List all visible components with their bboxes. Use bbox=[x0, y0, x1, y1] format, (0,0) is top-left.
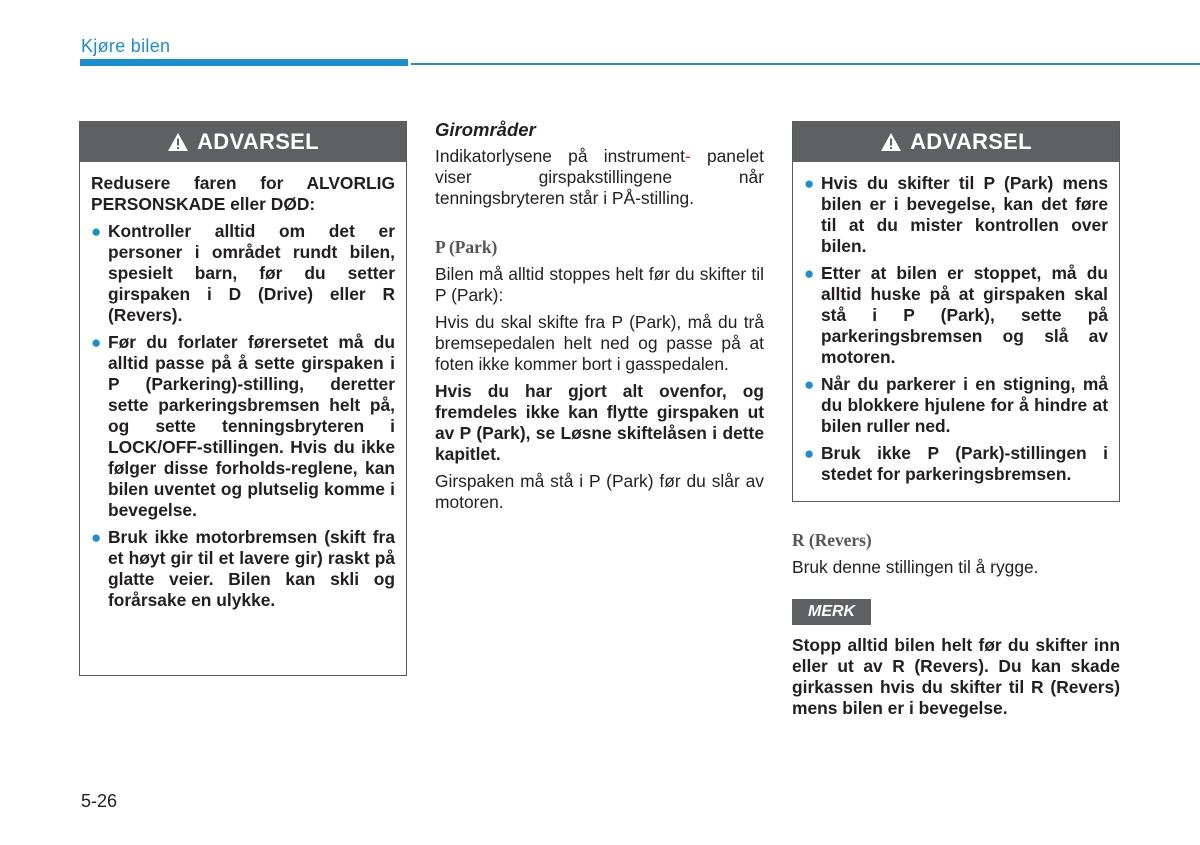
bullet-icon: ● bbox=[91, 528, 102, 547]
bullet-icon: ● bbox=[804, 174, 815, 193]
bullet-icon: ● bbox=[91, 222, 102, 241]
right-column-extra bbox=[792, 530, 1120, 719]
list-item: ● Etter at bilen er stoppet, må du alltid huske på at girspaken skal stå i P (Park), sette på parkeringsbremsen og slå av motoren. bbox=[804, 263, 1108, 367]
warning-list bbox=[91, 221, 395, 611]
bullet-icon: ● bbox=[804, 375, 815, 394]
bullet-icon: ● bbox=[804, 444, 815, 463]
list-item: ● Kontroller alltid om det er personer i området rundt bilen, spesielt barn, før du setter girspaken i D (Drive) eller R (Revers). bbox=[91, 221, 395, 325]
middle-column bbox=[435, 119, 764, 513]
list-item: ● Bruk ikke P (Park)-stillingen i stedet for parkeringsbremsen. bbox=[804, 443, 1108, 484]
list-item: ● Når du parkerer i en stigning, må du blokkere hjulene for å hindre at bilen ruller ned. bbox=[804, 374, 1108, 436]
warning-intro: Redusere faren for ALVORLIG PERSONSKADE eller DØD: bbox=[91, 173, 395, 214]
park-paragraph-4: Girspaken må stå i P (Park) før du slår av motoren. bbox=[435, 471, 764, 512]
warning-title: ADVARSEL bbox=[197, 129, 319, 154]
intro-paragraph: Indikatorlysene på instrument- panelet viser girspakstillingene når tenningsbryteren står i PÅ-stilling. bbox=[435, 146, 764, 208]
park-paragraph-3: Hvis du har gjort alt ovenfor, og fremdeles ikke kan flytte girspaken ut av P (Park), se Løsne skiftelåsen i dette kapitlet. bbox=[435, 381, 764, 464]
page-number: 5-26 bbox=[81, 791, 118, 811]
reverse-heading: R (Revers) bbox=[792, 530, 872, 550]
section-heading: Girområder bbox=[435, 119, 536, 140]
park-paragraph-2: Hvis du skal skifte fra P (Park), må du trå bremsepedalen helt ned og passe på at foten ikke kommer bort i gasspedalen. bbox=[435, 312, 764, 374]
bullet-icon: ● bbox=[91, 333, 102, 352]
list-item: ● Hvis du skifter til P (Park) mens bilen er i bevegelse, kan det føre til at du mister kontrollen over bilen. bbox=[804, 173, 1108, 256]
list-item: ● Bruk ikke motorbremsen (skift fra et høyt gir til et lavere gir) raskt på glatte veier. Bilen kan skli og forårsake en ulykke. bbox=[91, 527, 395, 610]
warning-list bbox=[804, 173, 1108, 485]
warning-title: ADVARSEL bbox=[910, 129, 1032, 154]
note-badge: MERK bbox=[792, 599, 871, 625]
warning-triangle-icon bbox=[167, 132, 189, 152]
park-paragraph-1: Bilen må alltid stoppes helt før du skifter til P (Park): bbox=[435, 264, 764, 305]
warning-header bbox=[80, 122, 406, 162]
warning-header bbox=[793, 122, 1119, 162]
park-heading: P (Park) bbox=[435, 237, 498, 257]
warning-box-left bbox=[79, 121, 407, 676]
warning-triangle-icon bbox=[880, 132, 902, 152]
warning-box-right bbox=[792, 121, 1120, 502]
header-rule-thick bbox=[80, 59, 408, 66]
reverse-paragraph: Bruk denne stillingen til å rygge. bbox=[792, 557, 1039, 577]
note-text: Stopp alltid bilen helt før du skifter inn eller ut av R (Revers). Du kan skade girkassen hvis du skifter til R (Revers) mens bilen er i bevegelse. bbox=[792, 635, 1120, 718]
list-item: ● Før du forlater førersetet må du alltid passe på å sette girspaken i P (Parkering)-stilling, deretter sette parkeringsbremsen helt på, og sette tenningsbryteren i LOCK/OFF-stillingen. Hvis du ikke følger disse forholds-reglene, kan bilen uventet og plutselig komme i bevegelse. bbox=[91, 332, 395, 520]
header-rule-thin bbox=[411, 63, 1200, 65]
header-title: Kjøre bilen bbox=[81, 36, 171, 56]
bullet-icon: ● bbox=[804, 264, 815, 283]
